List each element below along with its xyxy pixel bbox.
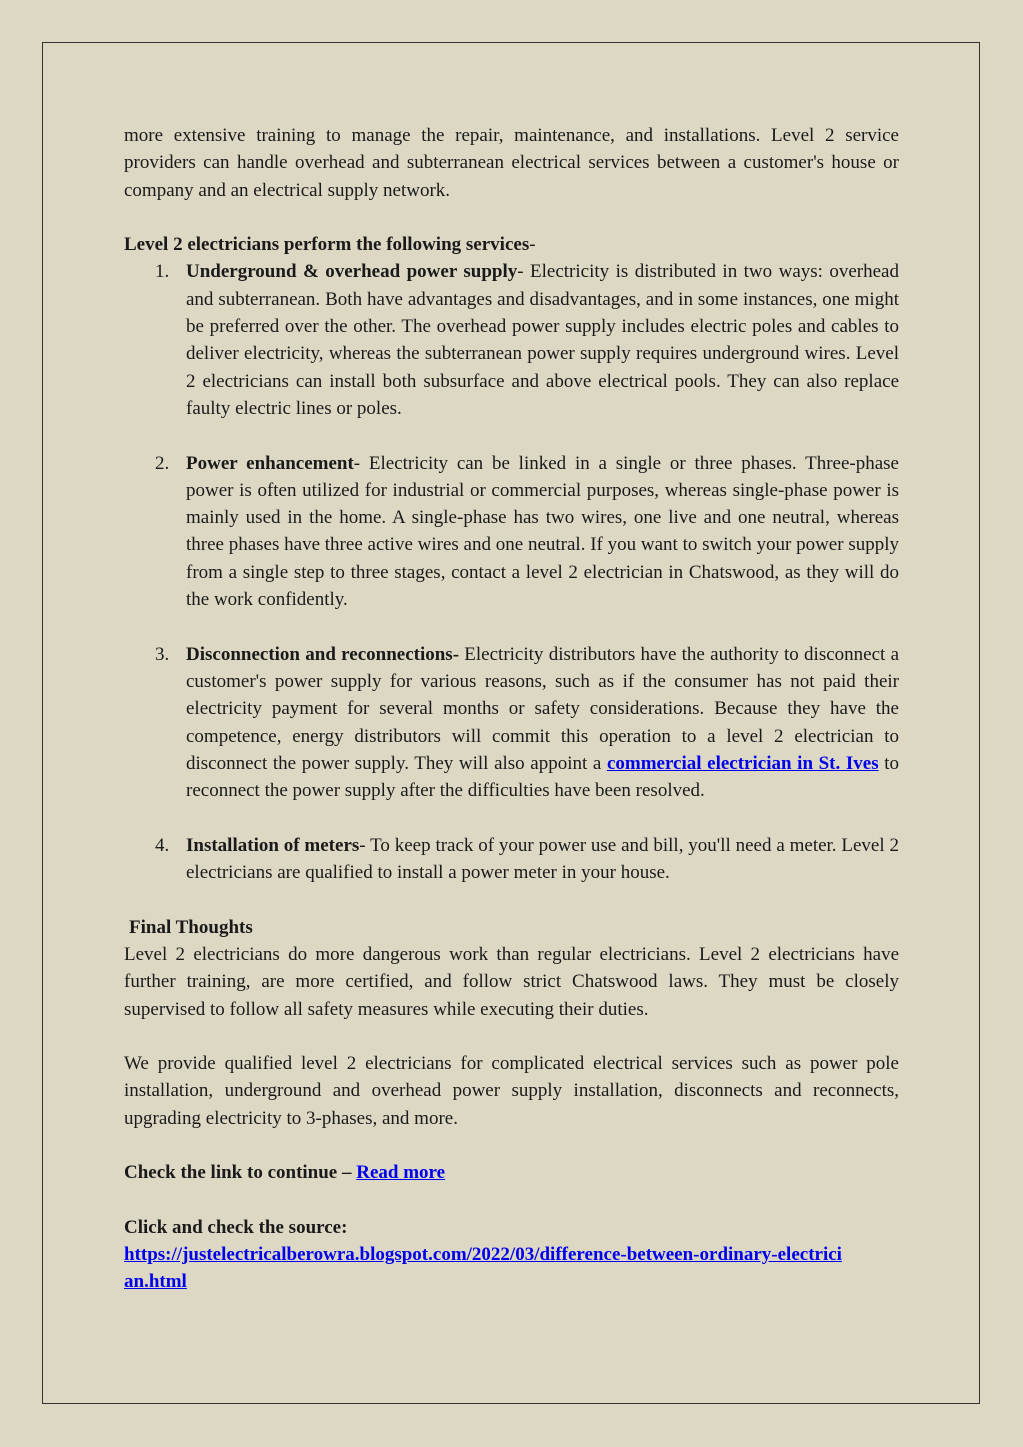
list-number: 1. [155,261,170,283]
final-heading-line [124,914,899,941]
continue-label: Check the link to continue – [124,1162,357,1184]
list-spacer [124,613,899,640]
document-body [124,122,899,1296]
source-label-line [124,1214,899,1241]
service-text: - To keep track of your power use and bill, you'll need a meter. Level 2 electricians are qualified to install a power meter in your house. [186,834,899,884]
list-spacer [124,804,899,831]
services-heading: Level 2 electricians perform the following services [124,234,530,256]
service-text: - Electricity is distributed in two ways: overhead and subterranean. Both have advantages and disadvantages, and in some instances, one might be preferred over the other. The overhead power supply includes electric poles and cables to deliver electricity, whereas the subterranean power supply requires underground wires. Level 2 electricians can install both subsurface and above electrical pools. They can also replace faulty electric lines or poles. [186,261,899,419]
service-text: Electricity distributors have the authority to disconnect a customer's power supply for various reasons, such as if the consumer has not paid their electricity payment for several months or safety considerations. Because they have the competence, energy distributors will commit this operation to a level 2 electrician to disconnect the power supply. They will also appoint a [186,643,900,774]
read-more-link[interactable]: Read more [356,1162,446,1184]
list-item [124,832,899,887]
list-number: 4. [155,834,170,856]
services-heading-line [124,231,899,258]
source-url-line [124,1241,899,1296]
source-url-link[interactable]: https://justelectricalberowra.blogspot.com/2022/03/difference-between-ordinary-electrician.html [124,1244,842,1293]
list-item [124,258,899,422]
continue-line [124,1159,899,1186]
final-paragraph-2: We provide qualified level 2 electricians for complicated electrical services such as power pole installation, underground and overhead power supply installation, disconnects and reconnects, upgrading electricity to 3-phases, and more. [124,1053,899,1129]
list-number: 2. [155,452,170,474]
service-text-continued: to reconnect the power supply after the difficulties have been resolved. [186,752,900,802]
final-paragraph-1: Level 2 electricians do more dangerous work than regular electricians. Level 2 electricians have further training, are more certified, and follow strict Chatswood laws. They must be closely supervised to follow all safety measures while executing their duties. [124,943,899,1020]
commercial-electrician-link[interactable]: commercial electrician in St. Ives [606,752,879,774]
intro-paragraph: more extensive training to manage the repair, maintenance, and installations. Level 2 service providers can handle overhead and subterranean electrical services between a customer's house or company and an electrical supply network. [124,125,899,201]
services-heading-suffix: - [529,234,536,256]
list-item [124,450,899,614]
service-text: - Electricity can be linked in a single or three phases. Three-phase power is often utilized for industrial or commercial purposes, whereas single-phase power is mainly used in the home. A single-phase has two wires, one live and one neutral, whereas three phases have three active wires and one neutral. If you want to switch your power supply from a single step to three stages, contact a level 2 electrician in Chatswood, as they will do the work confidently. [186,452,899,611]
service-title: Disconnection and reconnections- [186,643,460,665]
final-heading: Final Thoughts [129,916,253,938]
services-list [124,258,899,886]
list-item [124,641,899,805]
service-title: Power enhancement [186,452,354,474]
list-spacer [124,422,899,449]
source-label: Click and check the source: [124,1216,348,1238]
service-title: Installation of meters [186,834,360,856]
list-number: 3. [155,643,170,665]
service-title: Underground & overhead power supply [186,261,518,283]
